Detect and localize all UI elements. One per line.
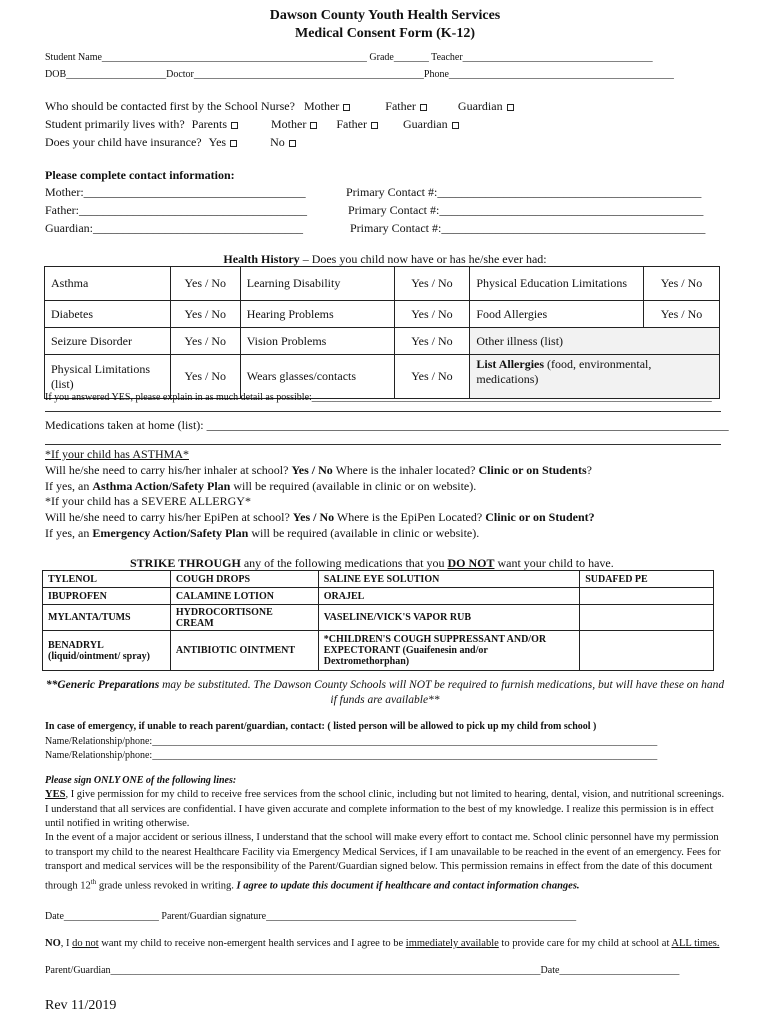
yes-no-cell[interactable]: Yes / No xyxy=(170,355,240,399)
table-row xyxy=(43,588,714,605)
option-no[interactable]: No xyxy=(270,135,296,149)
guardian-field[interactable]: Guardian:___________________________________ xyxy=(45,221,303,235)
no-consent-text: NO, I do not want my child to receive non-emergent health services and I agree to be immediately available to provide care for my child at school at ALL times. xyxy=(45,938,720,949)
yes-no-cell[interactable]: Yes / No xyxy=(394,355,470,399)
allergy-heading: *If your child has a SEVERE ALLERGY* xyxy=(45,494,251,508)
medication-item[interactable]: SUDAFED PE xyxy=(580,571,714,588)
primary-contact-3[interactable]: Primary Contact #:____________________________________________ xyxy=(350,221,706,235)
condition-cell: Hearing Problems xyxy=(240,301,394,328)
yes-no-cell[interactable]: Yes / No xyxy=(170,328,240,355)
contact-first-question xyxy=(45,99,514,114)
checkbox[interactable] xyxy=(230,140,237,147)
yes-no-cell[interactable]: Yes / No xyxy=(394,328,470,355)
medication-item[interactable]: HYDROCORTISONE CREAM xyxy=(170,605,318,631)
medication-empty-cell xyxy=(580,588,714,605)
emergency-consent-text: In the event of a major accident or serious illness, I understand that the school will make every effort to contact me. School clinic personnel have my permission to transport my child to the nearest Healthcare Facility via Emergency Medical Services, if I am unavailable to be reached in the event of an emergency. Fees for transport and medical services will be the responsibility of the Parent/Guardian signed below. This permission remains in effect from the date of this document through 12th grade unless revoked in writing. I agree to update this document if healthcare and contact information changes. xyxy=(45,832,721,891)
health-history-heading: Health History – Does you child now have or has he/she ever had: xyxy=(223,252,547,266)
table-row xyxy=(45,301,720,328)
primary-contact-2[interactable]: Primary Contact #:____________________________________________ xyxy=(348,203,704,217)
checkbox[interactable] xyxy=(452,122,459,129)
yes-explain-field[interactable]: If you answered YES, please explain in as much detail as possible:________________________________________________________________________________ xyxy=(45,392,712,403)
medication-item[interactable]: SALINE EYE SOLUTION xyxy=(318,571,579,588)
inhaler-yes-no[interactable]: Yes / No xyxy=(291,463,333,477)
option-guardian[interactable]: Guardian xyxy=(458,99,514,113)
yes-no-cell[interactable]: Yes / No xyxy=(644,301,720,328)
yes-consent-text: YES, I give permission for my child to receive free services from the school clinic, including but not limited to hearing, dental, vision, and nutritional screenings. I understand that all services are confidential. I have given accurate and complete information to the best of my knowledge. I realize this permission is in effect until notified in writing otherwise. xyxy=(45,789,725,829)
table-row xyxy=(45,328,720,355)
emergency-heading: In case of emergency, if unable to reach parent/guardian, contact: ( listed person will be allowed to pick up my child from school ) xyxy=(45,721,597,732)
yes-no-cell[interactable]: Yes / No xyxy=(394,301,470,328)
yes-no-cell[interactable]: Yes / No xyxy=(170,267,240,301)
asthma-inhaler-question: Will he/she need to carry his/her inhaler at school? Yes / No Where is the inhaler located? Clinic or on Students? xyxy=(45,463,592,477)
option-parents[interactable]: Parents xyxy=(192,117,238,131)
no-signature-line[interactable]: Parent/Guardian______________________________________________________________________________________Date________________________ xyxy=(45,965,680,976)
checkbox[interactable] xyxy=(371,122,378,129)
question-label: Student primarily lives with? xyxy=(45,117,185,131)
allergy-plan-note: If yes, an Emergency Action/Safety Plan will be required (available in clinic or website). xyxy=(45,526,480,540)
condition-cell: Seizure Disorder xyxy=(45,328,171,355)
checkbox[interactable] xyxy=(507,104,514,111)
checkbox[interactable] xyxy=(343,104,350,111)
option-yes[interactable]: Yes xyxy=(209,135,237,149)
medication-item[interactable]: TYLENOL xyxy=(43,571,171,588)
option-guardian[interactable]: Guardian xyxy=(403,117,459,131)
condition-cell: Learning Disability xyxy=(240,267,394,301)
contact-heading: Please complete contact information: xyxy=(45,168,235,182)
insurance-question xyxy=(45,135,296,150)
question-label: Does your child have insurance? xyxy=(45,135,202,149)
other-illness-cell[interactable]: Other illness (list) xyxy=(470,328,720,355)
table-row xyxy=(43,631,714,671)
table-row xyxy=(43,605,714,631)
medication-item[interactable]: IBUPROFEN xyxy=(43,588,171,605)
medication-item[interactable]: BENADRYL (liquid/ointment/ spray) xyxy=(43,631,171,671)
epipen-location[interactable]: Clinic or on Student? xyxy=(485,510,595,524)
medication-item[interactable]: VASELINE/VICK'S VAPOR RUB xyxy=(318,605,579,631)
condition-cell: Wears glasses/contacts xyxy=(240,355,394,399)
yes-no-cell[interactable]: Yes / No xyxy=(644,267,720,301)
medication-item[interactable]: CALAMINE LOTION xyxy=(170,588,318,605)
option-father[interactable]: Father xyxy=(385,99,427,113)
checkbox[interactable] xyxy=(420,104,427,111)
form-title: Medical Consent Form (K-12) xyxy=(294,26,476,41)
no-label: NO xyxy=(45,938,61,949)
table-row xyxy=(43,571,714,588)
health-history-table xyxy=(44,266,720,399)
option-mother[interactable]: Mother xyxy=(271,117,317,131)
medication-item[interactable]: *CHILDREN'S COUGH SUPPRESSANT AND/OR EXPECTORANT (Guaifenesin and/or Dextromethorphan) xyxy=(318,631,579,671)
medication-empty-cell xyxy=(580,605,714,631)
home-medications-field[interactable]: Medications taken at home (list): _______________________________________________________________________________________ xyxy=(45,418,729,432)
revision-label: Rev 11/2019 xyxy=(45,998,117,1013)
yes-no-cell[interactable]: Yes / No xyxy=(394,267,470,301)
medication-empty-cell xyxy=(580,631,714,671)
allergy-epipen-question: Will he/she need to carry his/her EpiPen at school? Yes / No Where is the EpiPen Located? Clinic or on Student? xyxy=(45,510,595,524)
primary-contact-1[interactable]: Primary Contact #:____________________________________________ xyxy=(346,185,702,199)
asthma-plan-note: If yes, an Asthma Action/Safety Plan will be required (available in clinic or on website). xyxy=(45,479,477,493)
condition-cell: Asthma xyxy=(45,267,171,301)
org-title: Dawson County Youth Health Services xyxy=(269,8,501,23)
checkbox[interactable] xyxy=(289,140,296,147)
medication-item[interactable]: MYLANTA/TUMS xyxy=(43,605,171,631)
father-field[interactable]: Father:______________________________________ xyxy=(45,203,307,217)
list-allergies-cell[interactable]: List Allergies (food, environmental, medications) xyxy=(470,355,720,399)
checkbox[interactable] xyxy=(310,122,317,129)
student-name-line[interactable]: Student Name_____________________________________________________ Grade_______ Teacher______________________________________ xyxy=(45,52,653,63)
yes-signature-line[interactable]: Date___________________ Parent/Guardian signature______________________________________________________________ xyxy=(45,911,577,922)
option-father[interactable]: Father xyxy=(336,117,378,131)
condition-cell: Vision Problems xyxy=(240,328,394,355)
option-mother[interactable]: Mother xyxy=(304,99,350,113)
table-row xyxy=(45,267,720,301)
yes-no-cell[interactable]: Yes / No xyxy=(170,301,240,328)
checkbox[interactable] xyxy=(231,122,238,129)
question-label: Who should be contacted first by the School Nurse? xyxy=(45,99,295,113)
medication-item[interactable]: ANTIBIOTIC OINTMENT xyxy=(170,631,318,671)
inhaler-location[interactable]: Clinic or on Students xyxy=(478,463,587,477)
sign-heading: Please sign ONLY ONE of the following lines: xyxy=(45,775,237,786)
condition-cell: Diabetes xyxy=(45,301,171,328)
emergency-contact-1[interactable]: Name/Relationship/phone:_____________________________________________________________________________________________________ xyxy=(45,736,658,747)
mother-field[interactable]: Mother:_____________________________________ xyxy=(45,185,306,199)
epipen-yes-no[interactable]: Yes / No xyxy=(292,510,335,524)
lives-with-question xyxy=(45,117,459,132)
generic-preparations-note: **Generic Preparations may be substituted. The Dawson County Schools will NOT be required to furnish medications, but will have these on hand if funds are available** xyxy=(45,679,725,706)
condition-cell: Physical Education Limitations xyxy=(470,267,644,301)
yes-label: YES xyxy=(45,789,66,800)
asthma-heading: *If your child has ASTHMA* xyxy=(45,447,189,461)
medications-heading: STRIKE THROUGH any of the following medications that you DO NOT want your child to have. xyxy=(130,556,614,570)
explain-extra-line[interactable] xyxy=(45,411,721,412)
medications-extra-line[interactable] xyxy=(45,444,721,445)
dob-doctor-phone-line[interactable]: DOB____________________Doctor______________________________________________Phone_____________________________________________ xyxy=(45,69,674,80)
condition-cell: Food Allergies xyxy=(470,301,644,328)
medication-item[interactable]: COUGH DROPS xyxy=(170,571,318,588)
condition-cell: Physical Limitations (list) xyxy=(45,355,171,399)
emergency-contact-2[interactable]: Name/Relationship/phone:_____________________________________________________________________________________________________ xyxy=(45,750,658,761)
medication-item[interactable]: ORAJEL xyxy=(318,588,579,605)
medications-table xyxy=(42,570,714,671)
